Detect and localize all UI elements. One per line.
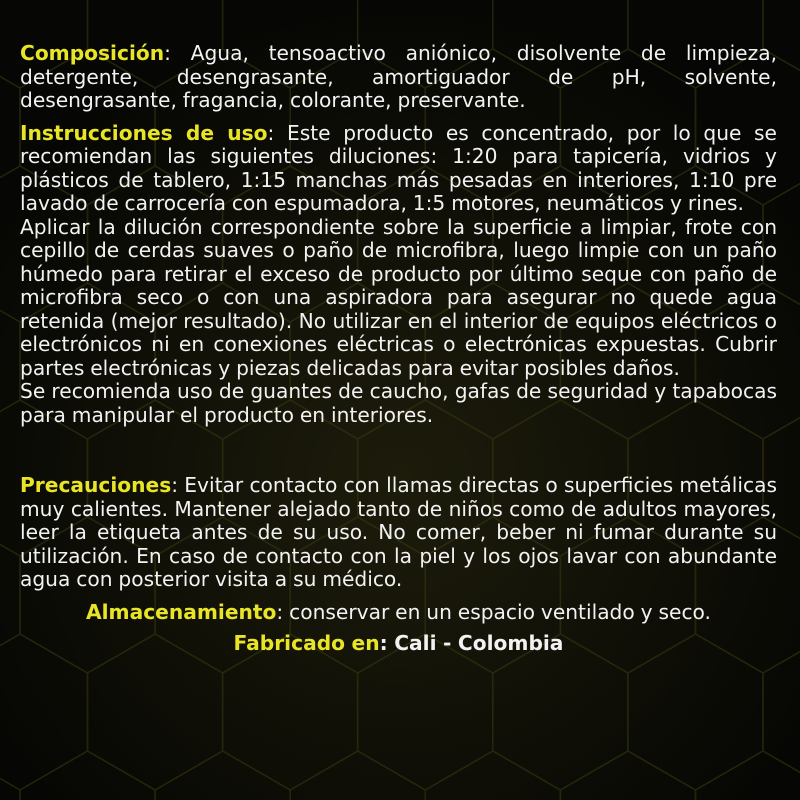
precautions-label: Precauciones xyxy=(20,473,172,497)
precautions-paragraph xyxy=(20,474,777,592)
storage-paragraph xyxy=(20,601,777,625)
composition-text: : Agua, tensoactivo aniónico, disolvente de limpieza, detergente, desengrasante, amortiguador de pH, solvente, desengrasante, fragancia, colorante, preservante. xyxy=(20,41,777,112)
manufactured-label: Fabricado en xyxy=(233,631,380,655)
instructions-text: : Este producto es concentrado, por lo que se recomiendan las siguientes diluciones: 1:20 para tapicería, vidrios y plásticos de tablero, 1:15 manchas más pesadas en interiores, 1:10 pre lavado de carrocería con espumadora, 1:5 motores, neumáticos y rines. xyxy=(20,120,777,215)
storage-label: Almacenamiento xyxy=(86,599,277,624)
manufactured-location: Cali - Colombia xyxy=(394,631,564,655)
composition-paragraph xyxy=(20,42,777,113)
manufactured-paragraph xyxy=(20,632,777,656)
storage-text: : conservar en un espacio ventilado y seco. xyxy=(276,599,711,624)
instructions-safety-paragraph: Se recomienda uso de guantes de caucho, gafas de seguridad y tapabocas para manipular el producto en interiores. xyxy=(20,379,777,427)
instructions-application-paragraph: Aplicar la dilución correspondiente sobre la superficie a limpiar, frote con cepillo de cerdas suaves o paño de microfibra, luego limpie con un paño húmedo para retirar el exceso de producto por último seque con paño de microfibra seco o con una aspiradora para asegurar no quede agua retenida (mejor resultado). No utilizar en el interior de equipos eléctricos o electrónicos ni en conexiones eléctricas o electrónicas expuestas. Cubrir partes electrónicas y piezas delicadas para evitar posibles daños. xyxy=(20,214,777,380)
precautions-text: : Evitar contacto con llamas directas o superficies metálicas muy calientes. Mantener alejado tanto de niños como de adultos mayores, leer la etiqueta antes de su uso. No comer, beber ni fumar durante su utilización. En caso de contacto con la piel y los ojos lavar con abundante agua con posterior visita a su médico. xyxy=(20,473,777,591)
composition-label: Composición xyxy=(20,41,165,65)
instructions-label: Instrucciones de uso xyxy=(20,120,268,145)
label-text-block xyxy=(20,42,777,656)
manufactured-separator: : xyxy=(379,631,395,655)
instructions-paragraph xyxy=(20,122,777,216)
